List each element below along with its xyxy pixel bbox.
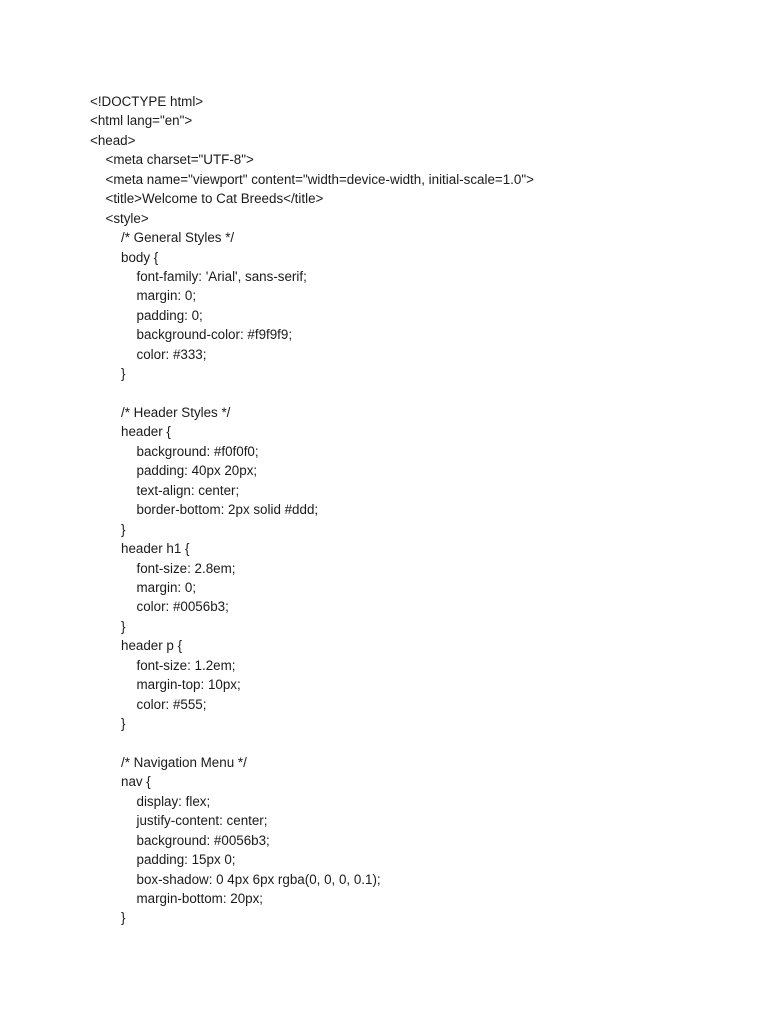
code-line: text-align: center;	[136, 482, 240, 498]
blank-line	[90, 733, 730, 752]
code-line: font-family: 'Arial', sans-serif;	[136, 268, 307, 284]
code-line: <title>Welcome to Cat Breeds</title>	[105, 191, 324, 207]
code-line: <meta charset="UTF-8">	[105, 152, 254, 168]
code-line: padding: 40px 20px;	[136, 463, 258, 479]
code-line: }	[121, 716, 126, 731]
code-line: background: #f0f0f0;	[136, 443, 259, 459]
code-line: margin: 0;	[136, 579, 197, 595]
code-line: margin: 0;	[136, 288, 197, 304]
code-line: }	[121, 910, 126, 926]
code-line: background-color: #f9f9f9;	[136, 327, 293, 343]
code-line: <!DOCTYPE html>	[90, 94, 204, 109]
code-line: margin-top: 10px;	[136, 677, 241, 693]
code-line: }	[121, 366, 126, 382]
code-line: background: #0056b3;	[136, 832, 270, 848]
code-line: font-size: 1.2em;	[136, 657, 236, 673]
code-line: header h1 {	[121, 541, 190, 557]
code-line: padding: 15px 0;	[136, 852, 236, 868]
code-line: color: #333;	[136, 346, 207, 362]
code-line: nav {	[121, 774, 151, 790]
code-line: <style>	[105, 210, 149, 226]
code-line: header {	[121, 424, 171, 440]
blank-line	[90, 384, 730, 403]
code-line: box-shadow: 0 4px 6px rgba(0, 0, 0, 0.1);	[136, 871, 381, 887]
code-line: /* Navigation Menu */	[121, 754, 247, 770]
code-line: body {	[121, 249, 159, 265]
code-line: }	[121, 618, 126, 634]
code-line: font-size: 2.8em;	[136, 560, 236, 576]
code-line: <meta name="viewport" content="width=device-width, initial-scale=1.0">	[105, 171, 534, 187]
code-line: /* Header Styles */	[121, 405, 231, 420]
code-line: <html lang="en">	[90, 113, 193, 129]
code-line: border-bottom: 2px solid #ddd;	[136, 502, 319, 518]
code-line: color: #555;	[136, 696, 207, 712]
code-line: }	[121, 521, 126, 537]
code-line: /* General Styles */	[121, 230, 235, 246]
code-line: header p {	[121, 638, 183, 654]
code-line: padding: 0;	[136, 307, 203, 323]
code-line: display: flex;	[136, 793, 211, 809]
code-listing	[90, 92, 730, 928]
code-line: <head>	[90, 132, 136, 148]
code-line: margin-bottom: 20px;	[136, 890, 264, 906]
code-line: justify-content: center;	[136, 813, 268, 829]
code-line: color: #0056b3;	[136, 599, 229, 615]
